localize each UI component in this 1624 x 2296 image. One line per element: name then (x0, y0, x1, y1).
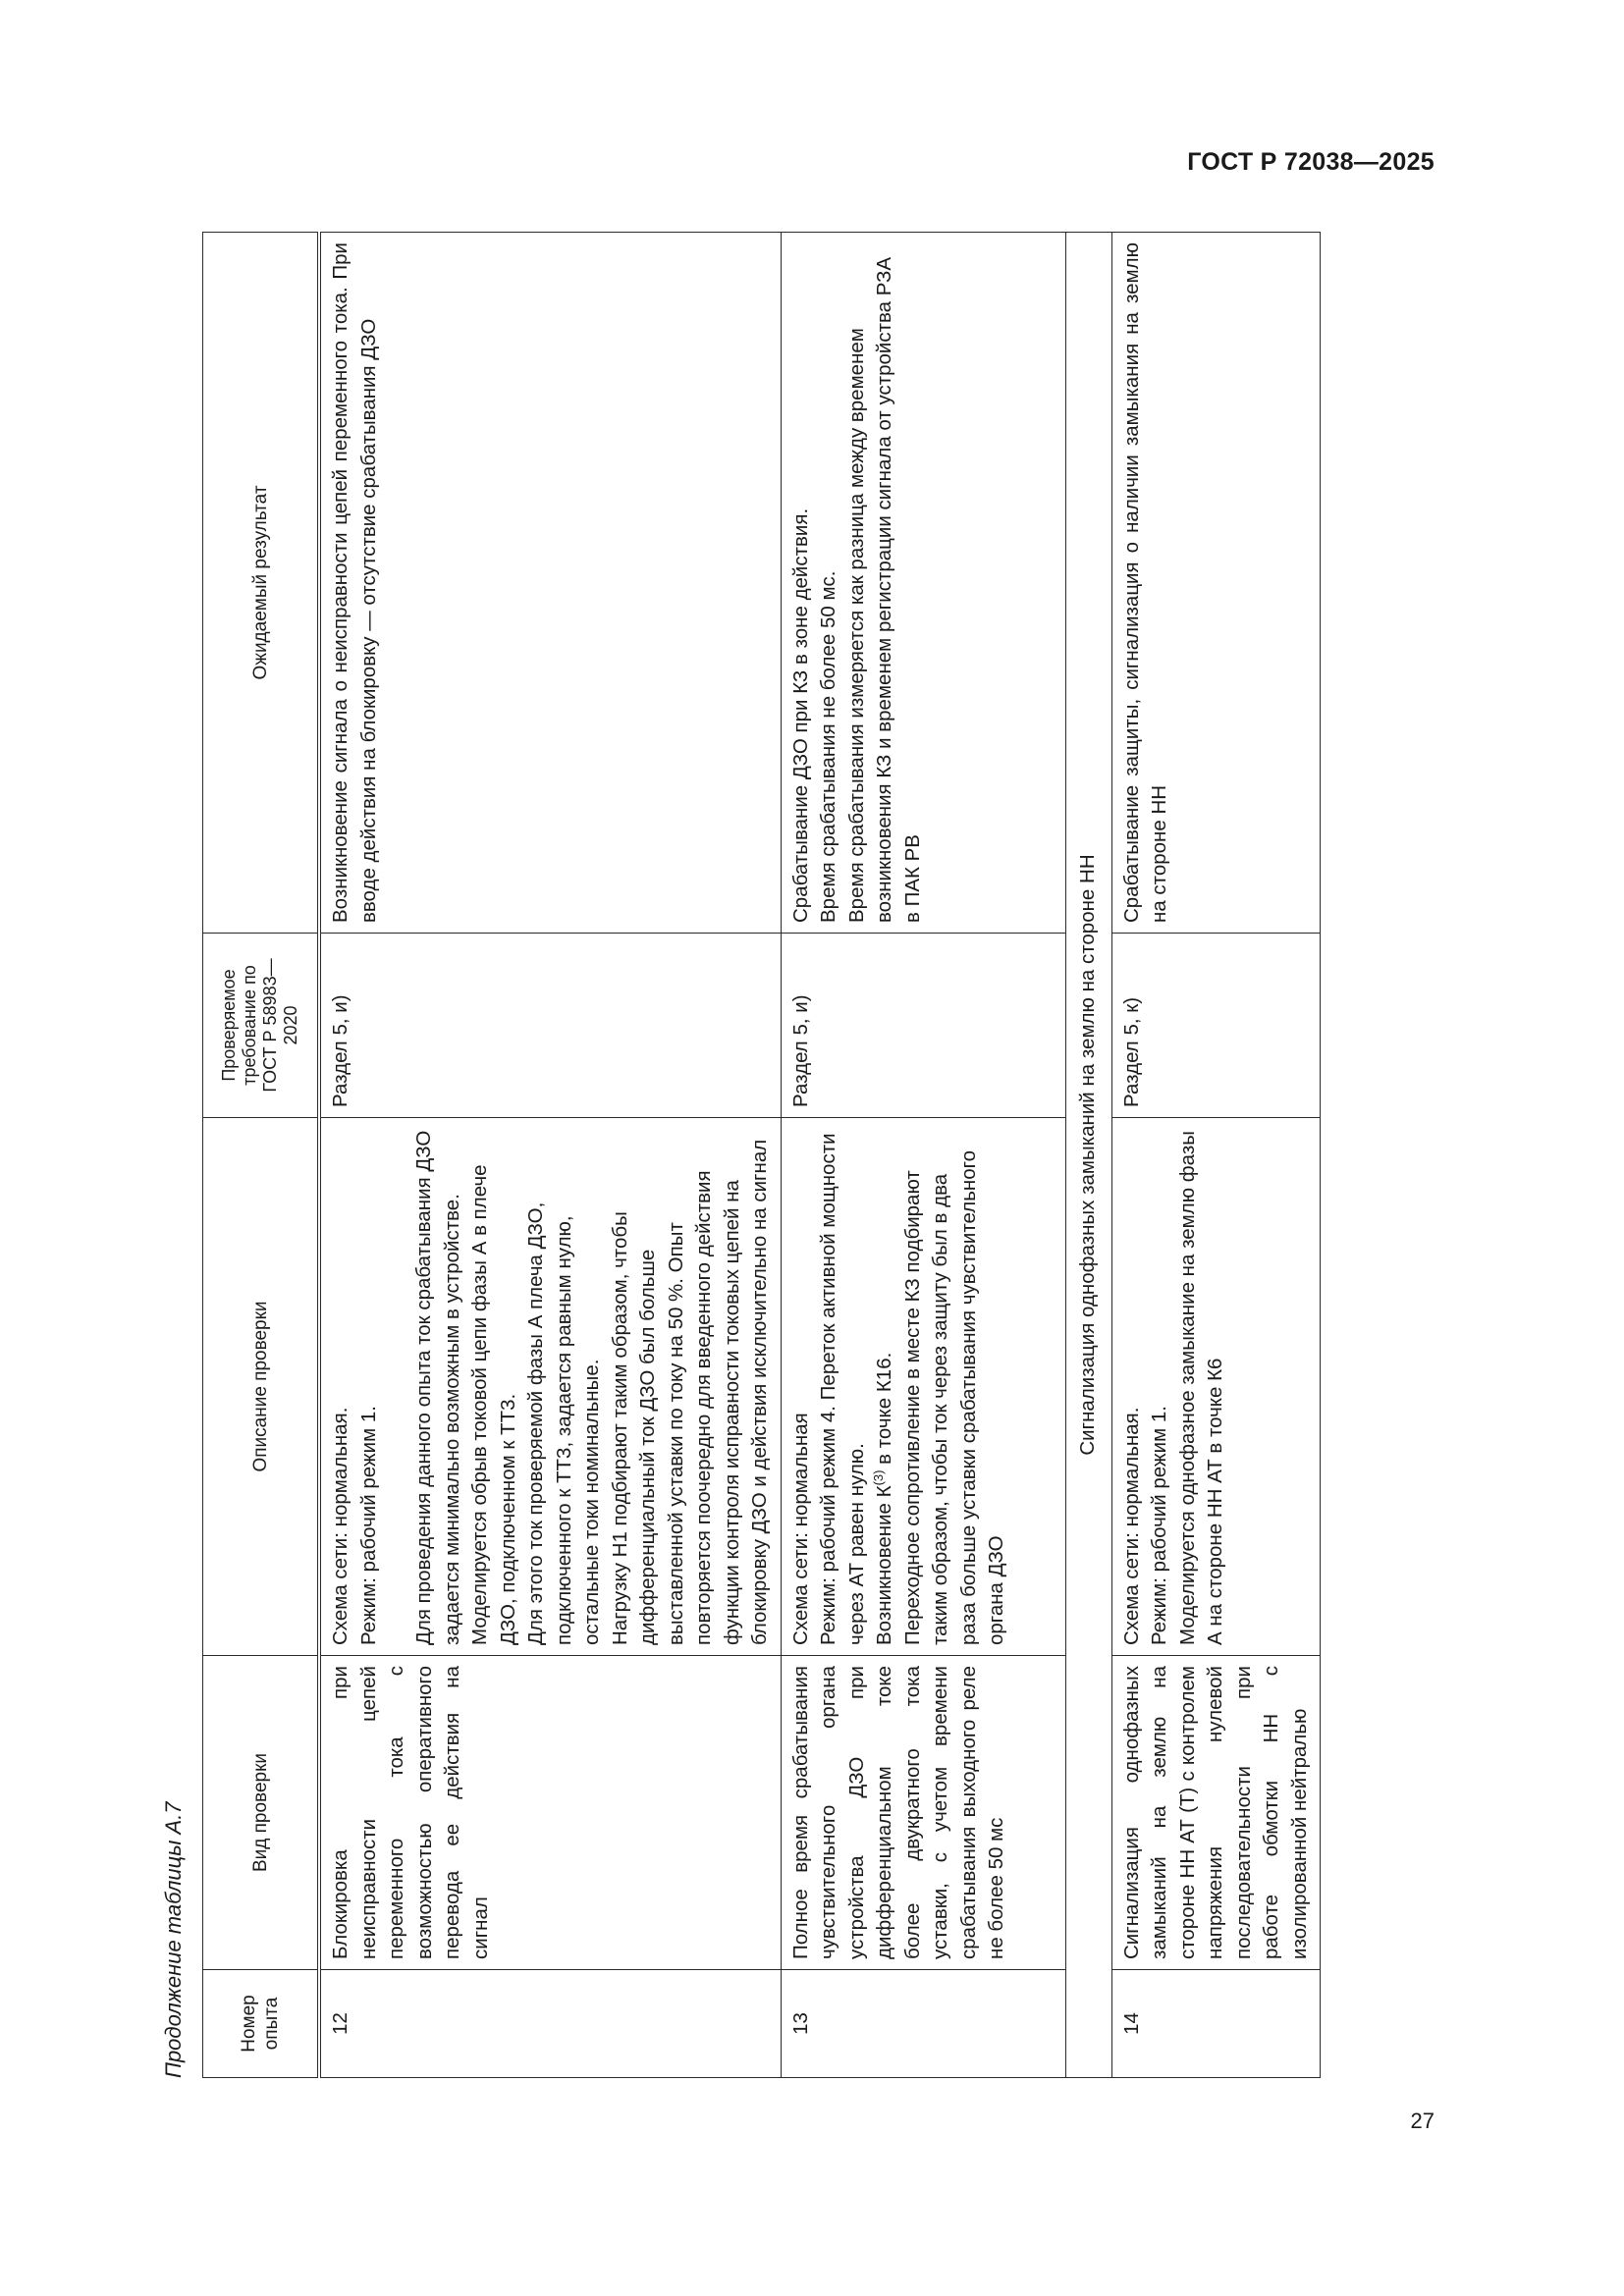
row-check-type: Полное время срабатывания чувствительного органа устройства ДЗО при дифференциальном токе более двукратного тока уставки, с учетом времени срабатывания выходного реле не более 50 мс (781, 1656, 1065, 1970)
result-line: Срабатывание ДЗО при КЗ в зоне действия. (788, 507, 812, 923)
col-header-description: Описание проверки (203, 1118, 320, 1656)
desc-paragraph: Моделируется однофазное замыкание на землю фазы А на стороне НН АТ в точке К6 (1175, 1131, 1226, 1645)
table-row (1111, 233, 1321, 2078)
col-header-result: Ожидаемый результат (203, 233, 320, 934)
col-header-number: Номер опыта (203, 1970, 320, 2078)
desc-line: Схема сети: нормальная. (1119, 1407, 1143, 1645)
desc-spacer (383, 1128, 410, 1645)
table-row (781, 233, 1065, 2078)
table-row (319, 233, 781, 2078)
desc-line: Схема сети: нормальная (788, 1413, 812, 1645)
row-description (781, 1118, 1065, 1656)
result-line: Время срабатывания не более 50 мс. (817, 570, 839, 923)
desc-line: Схема сети: нормальная. (329, 1407, 352, 1645)
fault-text: Возникновение К (873, 1485, 895, 1645)
desc-line: Режим: рабочий режим 4. Переток активной мощности через АТ равен нулю. (817, 1133, 868, 1645)
desc-paragraph: Для этого ток проверяемой фазы А плеча ДЗО, подключенного к ТТ3, задается равным нулю, остальные токи номинальные. (524, 1201, 603, 1645)
table-section-row (1065, 233, 1111, 2078)
rotated-table-area (159, 233, 1322, 2078)
fault-superscript: (3) (871, 1469, 887, 1486)
table-header-row (203, 233, 320, 2078)
desc-line-fault (871, 1128, 899, 1645)
col-header-requirement: Проверяемое требование по ГОСТ Р 58983—2020 (203, 934, 320, 1118)
desc-line: Режим: рабочий режим 1. (356, 1406, 380, 1645)
row-requirement: Раздел 5, и) (781, 934, 1065, 1118)
desc-paragraph: Нагрузку Н1 подбирают таким образом, чтобы дифференциальный ток ДЗО был больше выставленной уставки по току на 50 %. Опыт повторяется поочередно для введенного действия функции контроля исправности токовых цепей на блокировку ДЗО и действия исключительно на сигнал (608, 1139, 771, 1645)
row-requirement: Раздел 5, и) (319, 934, 781, 1118)
row-description (319, 1118, 781, 1656)
desc-paragraph: Для проведения данного опыта ток срабатывания ДЗО задается минимально возможным в устройстве. (412, 1130, 463, 1645)
row-number: 14 (1111, 1970, 1321, 2078)
row-expected-result: Возникновение сигнала о неисправности цепей переменного тока. При вводе действия на блокировку — отсутствие срабатывания ДЗО (319, 233, 781, 934)
row-check-type: Сигнализация однофазных замыканий на землю на стороне НН АТ (Т) с контролем напряжения нулевой последовательности при работе обмотки НН с изолированной нейтралью (1111, 1656, 1321, 1970)
table-caption: Продолжение таблицы А.7 (161, 1801, 186, 2078)
row-description (1111, 1118, 1321, 1656)
row-requirement: Раздел 5, к) (1111, 934, 1321, 1118)
section-title: Сигнализация однофазных замыканий на землю на стороне НН (1065, 233, 1111, 2078)
desc-line: Режим: рабочий режим 1. (1148, 1406, 1170, 1645)
result-line: Время срабатывания измеряется как разница между временем возникновения КЗ и временем регистрации сигнала от устройства РЗА в ПАК РВ (844, 256, 924, 923)
col-header-type: Вид проверки (203, 1656, 320, 1970)
row-expected-result (781, 233, 1065, 934)
test-table (202, 232, 1321, 2078)
desc-paragraph: Переходное сопротивление в месте КЗ подбирают таким образом, чтобы ток через защиту был в два раза больше уставки срабатывания чувствительного органа ДЗО (900, 1149, 1007, 1645)
row-check-type: Блокировка при неисправности цепей переменного тока с возможностью оперативного перевода ее действия на сигнал (319, 1656, 781, 1970)
row-number: 12 (319, 1970, 781, 2078)
desc-paragraph: Моделируется обрыв токовой цепи фазы А в плече ДЗО, подключенном к ТТ3. (468, 1164, 519, 1645)
row-expected-result: Срабатывание защиты, сигнализация о наличии замыкания на землю на стороне НН (1111, 233, 1321, 934)
page-number: 27 (1410, 2109, 1435, 2133)
row-number: 13 (781, 1970, 1065, 2078)
document-header-code: ГОСТ Р 72038—2025 (1187, 148, 1435, 176)
fault-point-text: в точке К16. (873, 1352, 895, 1470)
